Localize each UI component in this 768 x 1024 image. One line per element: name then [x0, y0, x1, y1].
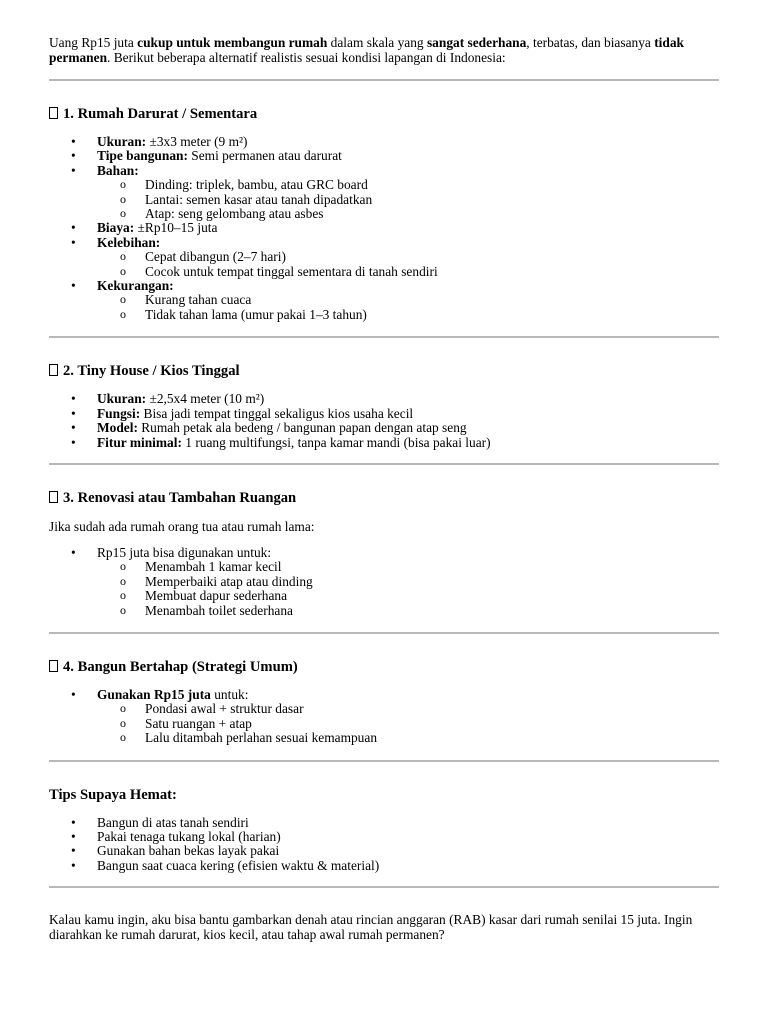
section-3-lead: Jika sudah ada rumah orang tua atau rumah lama:: [49, 518, 315, 534]
list-item: • Model: Rumah petak ala bedeng / bangunan papan dengan atap seng: [49, 421, 719, 435]
sub-list: [97, 702, 719, 745]
sub-list: [97, 293, 719, 322]
sub-list: [97, 250, 719, 279]
section-1-list: [49, 135, 719, 322]
list-item: • Ukuran: ±3x3 meter (9 m²): [49, 135, 719, 149]
sub-list-item: o Kurang tahan cuaca: [97, 293, 719, 307]
list-item: • Tipe bangunan: Semi permanen atau darurat: [49, 149, 719, 163]
sub-list-item: o Dinding: triplek, bambu, atau GRC board: [97, 178, 719, 192]
sub-list-item: o Lalu ditambah perlahan sesuai kemampuan: [97, 731, 719, 745]
section-3-list: [49, 546, 719, 618]
sub-list-item: o Atap: seng gelombang atau asbes: [97, 207, 719, 221]
sub-list: [97, 178, 719, 221]
sub-list-item: o Tidak tahan lama (umur pakai 1–3 tahun): [97, 308, 719, 322]
sub-list-item: o Menambah 1 kamar kecil: [97, 560, 719, 574]
divider: [49, 886, 719, 888]
sub-list-item: o Memperbaiki atap atau dinding: [97, 575, 719, 589]
list-item: • Bangun di atas tanah sendiri: [49, 816, 719, 830]
missing-glyph-icon: [49, 491, 58, 503]
tips-heading: Tips Supaya Hemat:: [49, 786, 177, 803]
list-item: • Bangun saat cuaca kering (efisien waktu & material): [49, 859, 719, 873]
divider: [49, 79, 719, 81]
list-item: • Fungsi: Bisa jadi tempat tinggal sekaligus kios usaha kecil: [49, 407, 719, 421]
intro-paragraph: Uang Rp15 juta cukup untuk membangun rumah dalam skala yang sangat sederhana, terbatas, dan biasanya tidak permanen. Berikut beberapa alternatif realistis sesuai kondisi lapangan di Indonesia:: [49, 35, 684, 65]
list-item: • Kekurangan: o Kurang tahan cuaca o Tidak tahan lama (umur pakai 1–3 tahun): [49, 279, 719, 322]
section-4-list: [49, 688, 719, 746]
divider: [49, 336, 719, 338]
sub-list-item: o Pondasi awal + struktur dasar: [97, 702, 719, 716]
tips-list: [49, 816, 719, 874]
list-item: • Ukuran: ±2,5x4 meter (10 m²): [49, 392, 719, 406]
section-4-heading: 4. Bangun Bertahap (Strategi Umum): [49, 658, 719, 676]
list-item: • Fitur minimal: 1 ruang multifungsi, tanpa kamar mandi (bisa pakai luar): [49, 436, 719, 450]
sub-list-item: o Cepat dibangun (2–7 hari): [97, 250, 719, 264]
list-item: • Rp15 juta bisa digunakan untuk: o Menambah 1 kamar kecil o Memperbaiki atap atau dinding o Membuat dapur sederhana o Menambah toilet sederhana: [49, 546, 719, 618]
sub-list-item: o Membuat dapur sederhana: [97, 589, 719, 603]
sub-list: [97, 560, 719, 618]
sub-list-item: o Cocok untuk tempat tinggal sementara di tanah sendiri: [97, 265, 719, 279]
missing-glyph-icon: [49, 107, 58, 119]
list-item: • Kelebihan: o Cepat dibangun (2–7 hari) o Cocok untuk tempat tinggal sementara di tanah sendiri: [49, 236, 719, 279]
sub-list-item: o Menambah toilet sederhana: [97, 604, 719, 618]
sub-list-item: o Lantai: semen kasar atau tanah dipadatkan: [97, 193, 719, 207]
list-item: • Pakai tenaga tukang lokal (harian): [49, 830, 719, 844]
divider: [49, 760, 719, 762]
document-body: [49, 35, 719, 942]
list-item: • Bahan: o Dinding: triplek, bambu, atau GRC board o Lantai: semen kasar atau tanah dipadatkan o Atap: seng gelombang atau asbes: [49, 164, 719, 222]
list-item: • Gunakan Rp15 juta untuk: o Pondasi awal + struktur dasar o Satu ruangan + atap o Lalu ditambah perlahan sesuai kemampuan: [49, 688, 719, 746]
section-1-heading: 1. Rumah Darurat / Sementara: [49, 105, 719, 123]
divider: [49, 632, 719, 634]
sub-list-item: o Satu ruangan + atap: [97, 717, 719, 731]
divider: [49, 463, 719, 465]
section-2-heading: 2. Tiny House / Kios Tinggal: [49, 362, 719, 380]
section-3-heading: 3. Renovasi atau Tambahan Ruangan: [49, 489, 719, 507]
closing-paragraph: Kalau kamu ingin, aku bisa bantu gambarkan denah atau rincian anggaran (RAB) kasar dari rumah senilai 15 juta. Ingin diarahkan ke rumah darurat, kios kecil, atau tahap awal rumah permanen?: [49, 912, 693, 943]
list-item: • Biaya: ±Rp10–15 juta: [49, 221, 719, 235]
list-item: • Gunakan bahan bekas layak pakai: [49, 844, 719, 858]
section-2-list: [49, 392, 719, 450]
missing-glyph-icon: [49, 364, 58, 376]
missing-glyph-icon: [49, 660, 58, 672]
